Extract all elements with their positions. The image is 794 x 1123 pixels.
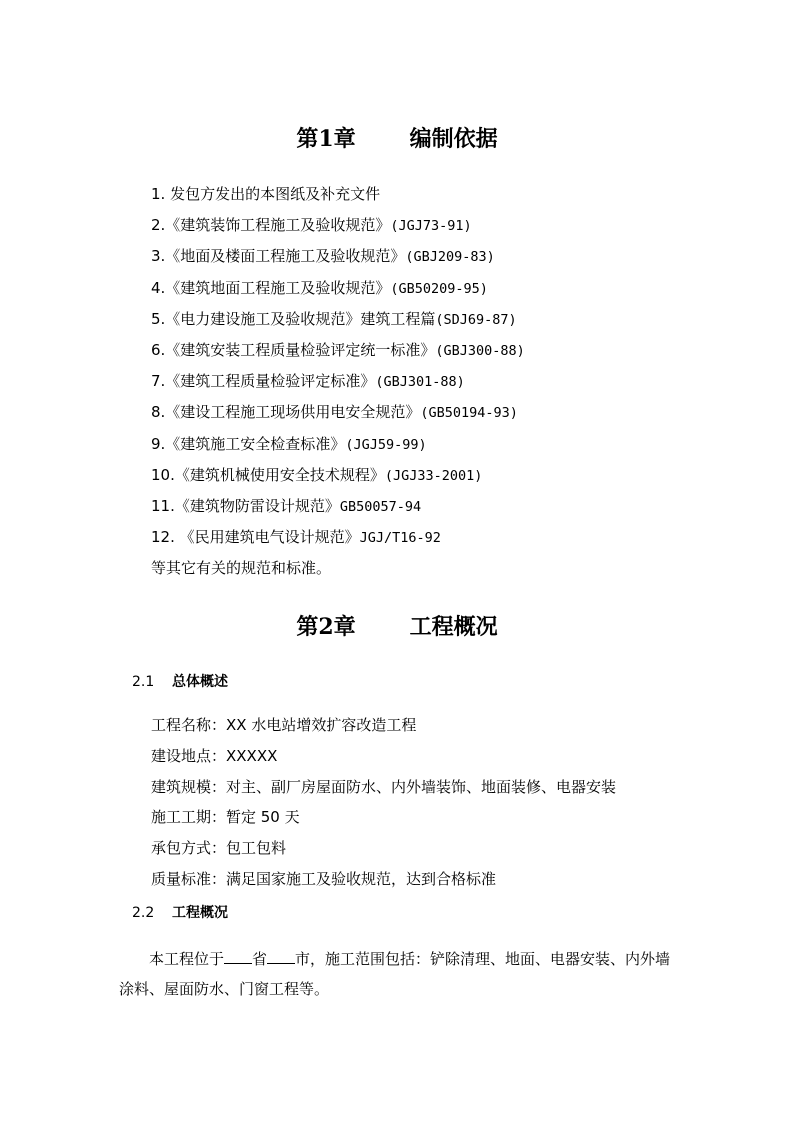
reference-item <box>151 432 525 463</box>
reference-title: 5.《电力建设施工及验收规范》建筑工程篇 <box>151 309 436 328</box>
reference-code: (GB50209-95) <box>390 280 488 297</box>
reference-item <box>151 307 525 338</box>
blank-underline <box>267 947 295 964</box>
reference-item <box>151 276 525 307</box>
reference-item <box>151 182 525 213</box>
project-location-paragraph <box>119 944 679 1004</box>
overview-item: 施工工期：暂定 50 天 <box>151 808 300 827</box>
chapter-2-title <box>0 612 794 642</box>
reference-code: (GB50194-93) <box>420 405 518 422</box>
overview-list <box>151 713 616 898</box>
blank-underline <box>224 947 252 964</box>
reference-code: GB50057-94 <box>339 498 422 515</box>
reference-title: 9.《建筑施工安全检查标准》 <box>151 434 346 453</box>
reference-item <box>151 213 525 244</box>
reference-item <box>151 244 525 275</box>
reference-item <box>151 556 525 587</box>
reference-title: 12. 《民用建筑电气设计规范》 <box>151 528 360 547</box>
section-number: 2.2 <box>132 905 155 921</box>
reference-title: 10.《建筑机械使用安全技术规程》 <box>151 465 385 484</box>
reference-title: 4.《建筑地面工程施工及验收规范》 <box>151 278 391 297</box>
reference-title: 7.《建筑工程质量检验评定标准》 <box>151 372 376 391</box>
reference-item <box>151 338 525 369</box>
reference-title: 6.《建筑安装工程质量检验评定统一标准》 <box>151 340 436 359</box>
reference-code: (JGJ33-2001) <box>384 467 483 484</box>
reference-code: (GBJ301-88) <box>375 374 465 391</box>
overview-item: 建筑规模：对主、副厂房屋面防水、内外墙装饰、地面装修、电器安装 <box>151 777 617 796</box>
overview-item: 工程名称：XX 水电站增效扩容改造工程 <box>151 716 417 734</box>
reference-item <box>151 494 525 525</box>
reference-code: JGJ/T16-92 <box>359 530 441 547</box>
reference-title: 1. 发包方发出的本图纸及补充文件 <box>151 185 381 203</box>
chapter-1-number: 第1章 <box>296 126 356 152</box>
reference-list <box>151 182 525 587</box>
chapter-1-name: 编制依据 <box>409 126 498 152</box>
overview-item: 承包方式：包工包料 <box>151 839 287 858</box>
reference-code: (SDJ69-87) <box>435 311 517 328</box>
reference-item <box>151 400 525 431</box>
section-title: 总体概述 <box>172 674 228 690</box>
reference-item <box>151 369 525 400</box>
section-2-1-heading <box>132 670 228 694</box>
section-2-2-heading <box>132 901 228 925</box>
paragraph-text-1: 本工程位于 <box>149 950 225 968</box>
paragraph-text-2: 省 <box>252 950 268 968</box>
paragraph-text-3: 市，施工范围包括：铲除清理、地面、电器安装、内外墙涂料、屋面防水、门窗工程等。 <box>119 950 671 998</box>
reference-title: 等其它有关的规范和标准。 <box>151 559 332 578</box>
reference-code: (GBJ209-83) <box>405 249 495 266</box>
section-title: 工程概况 <box>172 905 228 921</box>
reference-item <box>151 463 525 494</box>
overview-item: 质量标准：满足国家施工及验收规范，达到合格标准 <box>151 869 497 888</box>
chapter-2-name: 工程概况 <box>409 614 498 640</box>
reference-code: (GBJ300-88) <box>435 342 525 359</box>
reference-title: 3.《地面及楼面工程施工及验收规范》 <box>151 247 406 266</box>
reference-code: (JGJ59-99) <box>345 436 427 453</box>
reference-title: 2.《建筑装饰工程施工及验收规范》 <box>151 216 391 235</box>
overview-item: 建设地点：XXXXX <box>151 746 278 765</box>
reference-title: 8.《建设工程施工现场供用电安全规范》 <box>151 403 421 422</box>
chapter-1-title <box>0 124 794 154</box>
section-number: 2.1 <box>132 674 155 690</box>
reference-title: 11.《建筑物防雷设计规范》 <box>151 496 340 515</box>
reference-code: (JGJ73-91) <box>390 218 472 235</box>
reference-item <box>151 525 525 556</box>
chapter-2-number: 第2章 <box>296 614 356 640</box>
